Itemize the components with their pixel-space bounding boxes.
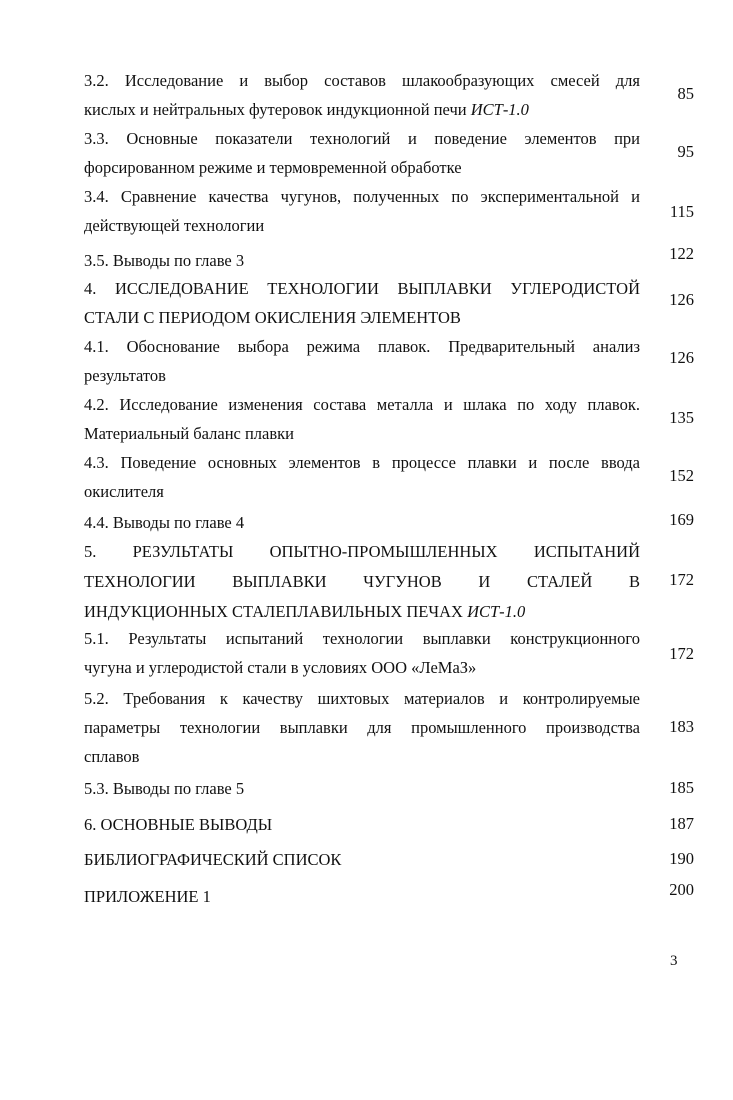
toc-entry-text	[84, 390, 640, 448]
toc-page-number: 200	[669, 880, 694, 899]
toc-entry-text	[84, 684, 640, 771]
toc-line-text: кислых и нейтральных футеровок индукционной печи	[84, 100, 471, 119]
toc-entry-text	[84, 332, 640, 390]
toc-page-number: 172	[669, 570, 694, 589]
toc-line: 5.3. Выводы по главе 5	[84, 779, 245, 798]
toc-page-number: 169	[669, 510, 694, 529]
furnace-model: ИСТ-1.0	[470, 100, 529, 119]
toc-line: параметры технологии выплавки для промышленного производства	[84, 718, 640, 737]
toc-line: окислителя	[84, 482, 164, 501]
toc-line: 5. РЕЗУЛЬТАТЫ ОПЫТНО-ПРОМЫШЛЕННЫХ ИСПЫТАНИЙ	[84, 542, 640, 561]
toc-line: 3.5. Выводы по главе 3	[84, 251, 245, 270]
toc-line: ПРИЛОЖЕНИЕ 1	[84, 887, 211, 906]
furnace-model: ИСТ-1.0	[467, 602, 526, 621]
toc-page-number: 122	[669, 244, 694, 263]
toc-line: 3.2. Исследование и выбор составов шлакообразующих смесей для	[84, 71, 640, 90]
toc-page-number: 95	[677, 142, 694, 161]
toc-entry-text	[84, 882, 640, 911]
toc-line: сплавов	[84, 747, 140, 766]
toc-entry-text	[84, 508, 640, 537]
toc-line: 3.4. Сравнение качества чугунов, полученных по экспериментальной и	[84, 187, 640, 206]
toc-line: 4.4. Выводы по главе 4	[84, 513, 245, 532]
toc-entry-text	[84, 66, 640, 124]
toc-entry-text	[84, 448, 640, 506]
toc-page-number: 190	[669, 849, 694, 868]
toc-entry-text	[84, 124, 640, 182]
toc-page-number: 85	[677, 84, 694, 103]
toc-entry-text	[84, 246, 640, 275]
toc-line	[84, 597, 640, 627]
toc-line: БИБЛИОГРАФИЧЕСКИЙ СПИСОК	[84, 850, 342, 869]
toc-page-number: 152	[669, 466, 694, 485]
toc-entry-text	[84, 182, 640, 240]
toc-line-text: ИНДУКЦИОННЫХ СТАЛЕПЛАВИЛЬНЫХ ПЕЧАХ	[84, 602, 468, 621]
toc-page-number: 126	[669, 290, 694, 309]
toc-page-number: 183	[669, 717, 694, 736]
toc-entry-text	[84, 810, 640, 839]
toc-page-number: 115	[669, 202, 694, 221]
toc-entry-text	[84, 274, 640, 332]
toc-entry-text	[84, 774, 640, 803]
toc-page-number: 126	[669, 348, 694, 367]
toc-line: Материальный баланс плавки	[84, 424, 295, 443]
toc-line: 3.3. Основные показатели технологий и поведение элементов при	[84, 129, 640, 148]
toc-entry-text	[84, 845, 640, 874]
toc-page-number: 185	[669, 778, 694, 797]
toc-line: форсированном режиме и термовременной обработке	[84, 158, 462, 177]
toc-line: 5.2. Требования к качеству шихтовых материалов и контролируемые	[84, 689, 640, 708]
toc-line: 4. ИССЛЕДОВАНИЕ ТЕХНОЛОГИИ ВЫПЛАВКИ УГЛЕРОДИСТОЙ	[84, 279, 640, 298]
toc-page-number: 187	[669, 814, 694, 833]
page-number: 3	[670, 953, 678, 969]
toc-line: чугуна и углеродистой стали в условиях ООО «ЛеМаЗ»	[84, 658, 477, 677]
toc-page-number: 135	[669, 408, 694, 427]
toc-entry-text	[84, 537, 640, 627]
toc-line: действующей технологии	[84, 216, 265, 235]
toc-line: 6. ОСНОВНЫЕ ВЫВОДЫ	[84, 815, 273, 834]
toc-line: 4.3. Поведение основных элементов в процессе плавки и после ввода	[84, 453, 640, 472]
toc-line: результатов	[84, 366, 166, 385]
toc-entry-text	[84, 624, 640, 682]
toc-line: СТАЛИ С ПЕРИОДОМ ОКИСЛЕНИЯ ЭЛЕМЕНТОВ	[84, 308, 461, 327]
toc-line: ТЕХНОЛОГИИ ВЫПЛАВКИ ЧУГУНОВ И СТАЛЕЙ В	[84, 572, 640, 591]
toc-line	[84, 95, 640, 124]
toc-line: 4.2. Исследование изменения состава металла и шлака по ходу плавок.	[84, 395, 640, 414]
toc-line: 5.1. Результаты испытаний технологии выплавки конструкционного	[84, 629, 640, 648]
toc-page-number: 172	[669, 644, 694, 663]
toc-line: 4.1. Обоснование выбора режима плавок. Предварительный анализ	[84, 337, 640, 356]
